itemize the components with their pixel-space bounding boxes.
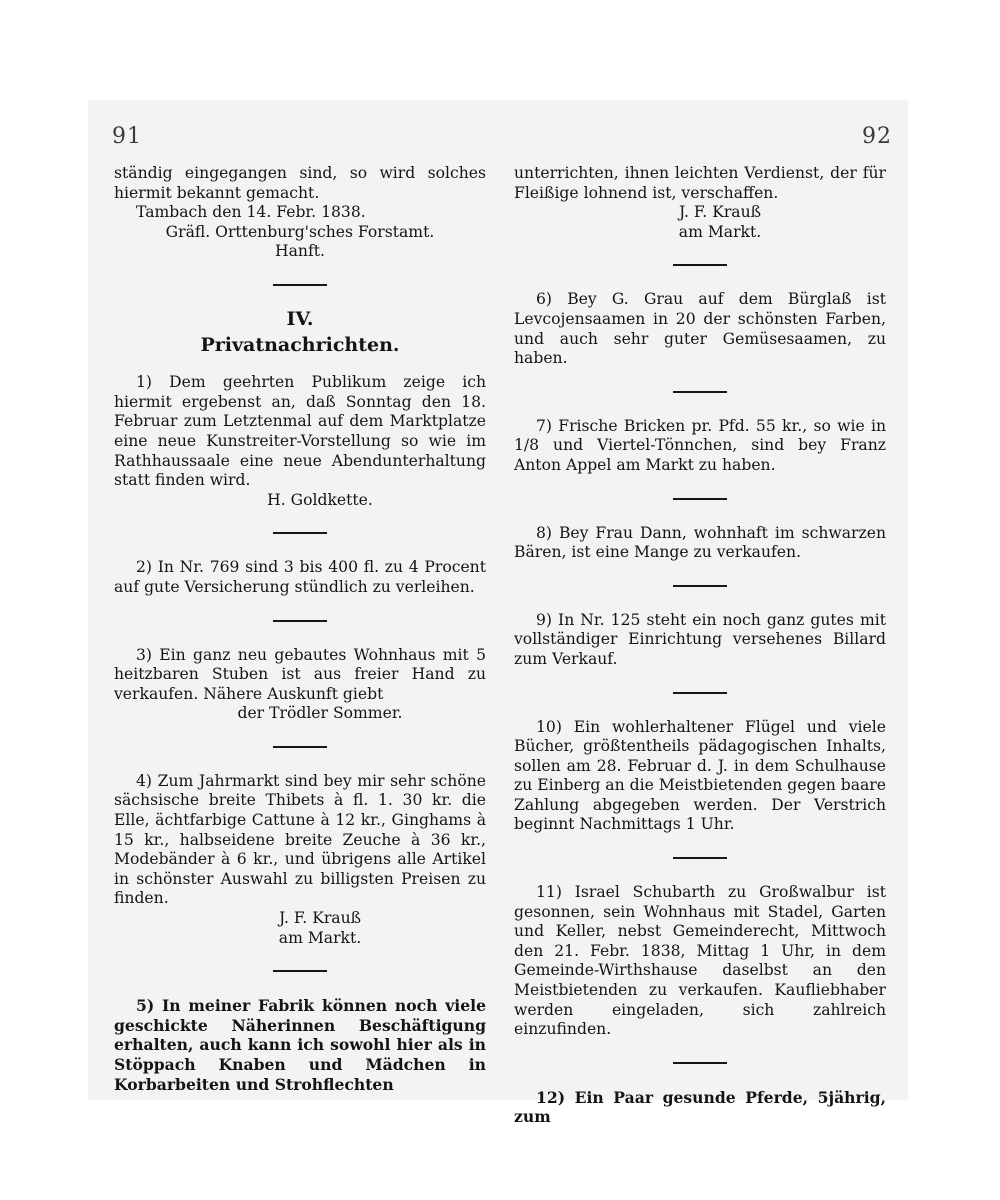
notice-3: 3) Ein ganz neu gebautes Wohnhaus mit 5 heitzbaren Stuben ist aus freier Hand zu verkaufen. Nähere Auskunft giebt <box>114 645 486 703</box>
divider-rule <box>273 532 327 534</box>
left-column <box>114 164 486 1094</box>
divider-rule <box>673 391 727 393</box>
notice-3-signature: der Trödler Sommer. <box>237 704 403 723</box>
notice-4-signature: J. F. Krauß <box>278 909 362 928</box>
place-date: Tambach den 14. Febr. 1838. <box>136 203 366 222</box>
notice-4-signature-line2: am Markt. <box>278 928 362 947</box>
divider-rule <box>273 284 327 286</box>
notice-8: 8) Bey Frau Dann, wohnhaft im schwarzen Bären, ist eine Mange zu verkaufen. <box>514 523 886 562</box>
divider-rule <box>273 970 327 972</box>
notice-7: 7) Frische Bricken pr. Pfd. 55 kr., so wie in 1/8 und Viertel-Tönnchen, sind bey Franz Anton Appel am Markt zu haben. <box>514 416 886 474</box>
divider-rule <box>673 857 727 859</box>
notice-10: 10) Ein wohlerhaltener Flügel und viele Bücher, größtentheils pädagogischen Inhalts, sollen am 28. Februar d. J. in dem Schulhause zu Einberg an die Meistbietenden gegen baare Zahlung abgegeben werden. Der Verstrich beginnt Nachmittags 1 Uhr. <box>514 717 886 834</box>
notice-12: 12) Ein Paar gesunde Pferde, 5jährig, zum <box>514 1087 886 1127</box>
notice-5: 5) In meiner Fabrik können noch viele geschickte Näherinnen Beschäftigung erhalten, auch kann ich sowohl hier als in Stöppach Knaben und Mädchen in Korbarbeiten und Strohflechten <box>114 996 486 1094</box>
continued-text: unterrichten, ihnen leichten Verdienst, der für Fleißige lohnend ist, verschaffen. <box>514 164 886 202</box>
continued-signature: J. F. Krauß <box>678 203 762 222</box>
divider-rule <box>273 620 327 622</box>
notice-11: 11) Israel Schubarth zu Großwalbur ist gesonnen, sein Wohnhaus mit Stadel, Garten und Keller, nebst Gemeinderecht, Mittwoch den 21. Febr. 1838, Mittag 1 Uhr, in dem Gemeinde-Wirthshause daselbst an den Meistbietenden zu verkaufen. Kaufliebhaber werden eingeladen, sich zahlreich einzufinden. <box>514 883 886 1039</box>
notice-4: 4) Zum Jahrmarkt sind bey mir sehr schöne sächsische breite Thibets à fl. 1. 30 kr. die Elle, ächtfarbige Cattune à 12 kr., Ginghams à 15 kr., halbseidene breite Zeuche à 36 kr., Modebänder à 6 kr., und übrigens alle Artikel in schönster Auswahl zu billigsten Preisen zu finden. <box>114 771 486 908</box>
right-column <box>514 164 886 1127</box>
notice-2: 2) In Nr. 769 sind 3 bis 400 fl. zu 4 Procent auf gute Versicherung stündlich zu verleihen. <box>114 558 486 596</box>
divider-rule <box>673 692 727 694</box>
intro-text: ständig eingegangen sind, so wird solches hiermit bekannt gemacht. <box>114 164 486 202</box>
left-page-number: 91 <box>112 124 142 149</box>
notice-1: 1) Dem geehrten Publikum zeige ich hiermit ergebenst an, daß Sonntag den 18. Februar zum Letztenmal auf dem Marktplatze eine neue Kunstreiter-Vorstellung so wie im Rathhaussaale eine neue Abendunterhaltung statt finden wird. <box>114 373 486 490</box>
continued-signature-line2: am Markt. <box>678 222 762 241</box>
divider-rule <box>673 498 727 500</box>
notice-1-signature: H. Goldkette. <box>267 490 373 509</box>
divider-rule <box>673 264 727 266</box>
official-signature: Hanft. <box>275 242 325 261</box>
notice-6: 6) Bey G. Grau auf dem Bürglaß ist Levcojensaamen in 20 der schönsten Farben, und auch sehr guter Gemüsesaamen, zu haben. <box>514 290 886 368</box>
authority-line: Gräfl. Orttenburg'sches Forstamt. <box>165 222 435 241</box>
divider-rule <box>673 1062 727 1064</box>
section-numeral: IV. <box>286 307 314 330</box>
notice-9: 9) In Nr. 125 steht ein noch ganz gutes mit vollständiger Einrichtung versehenes Billard zum Verkauf. <box>514 610 886 668</box>
section-title: Privatnachrichten. <box>200 333 400 356</box>
right-page-number: 92 <box>862 124 892 149</box>
divider-rule <box>273 746 327 748</box>
divider-rule <box>673 585 727 587</box>
